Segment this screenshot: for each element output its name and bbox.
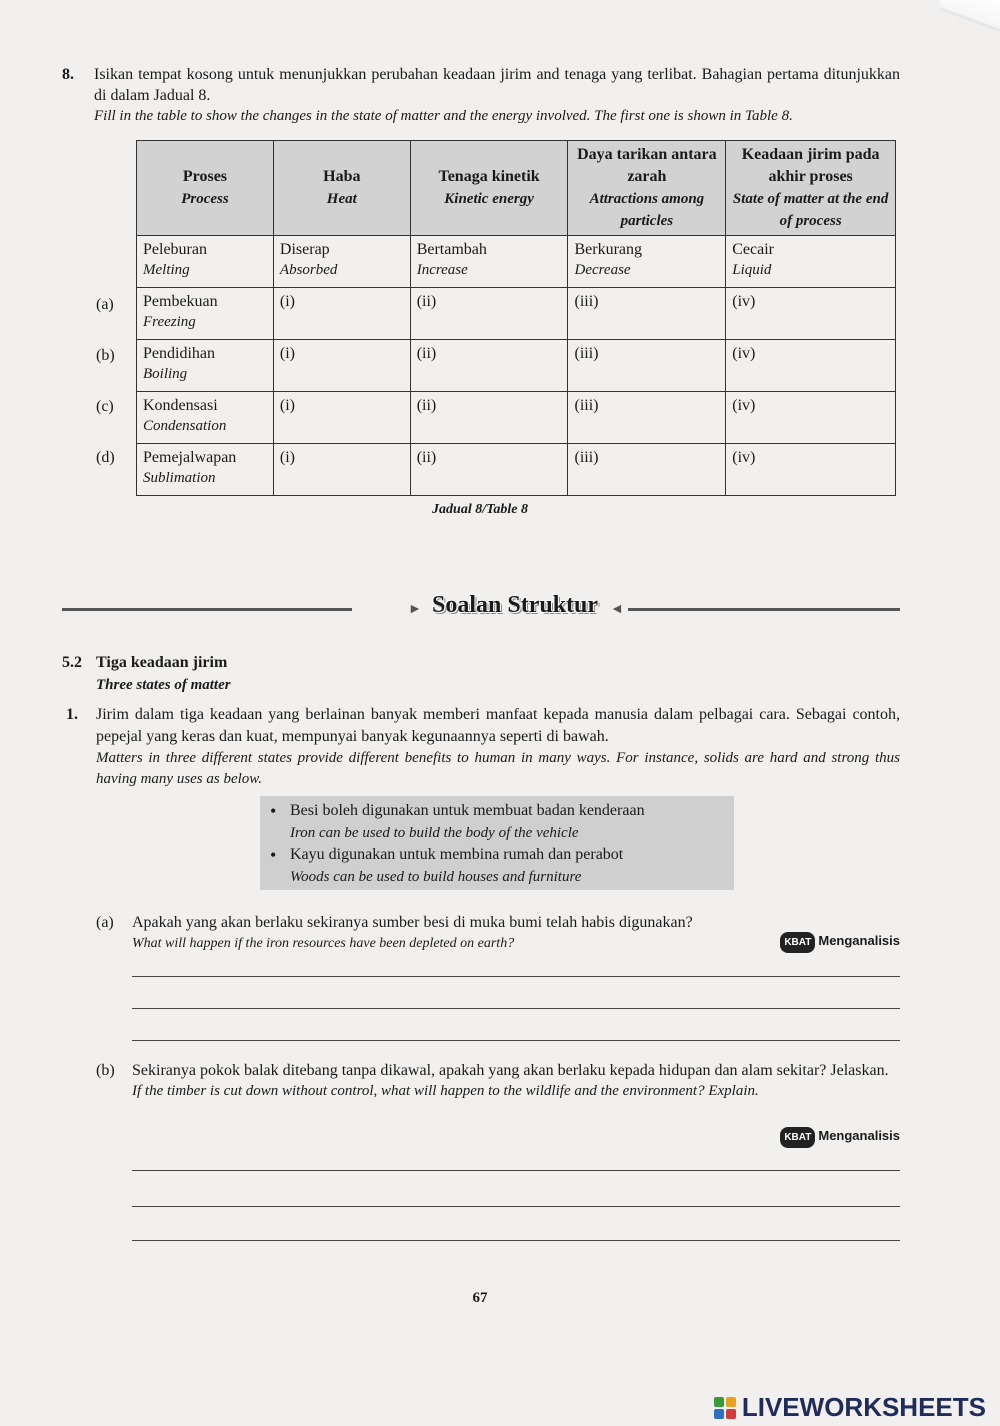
sub-question-text-en: What will happen if the iron resources have been depleted on earth? [132, 936, 515, 951]
arrow-left-icon: ◄ [610, 602, 624, 617]
question-number: 8. [62, 66, 74, 83]
section-banner [62, 592, 900, 626]
cell-kinetic: Bertambah Increase [410, 236, 568, 288]
answer-line[interactable] [132, 1008, 900, 1009]
sub-question-text-en: If the timber is cut down without control, what will happen to the wildlife and the environment? Explain. [132, 1083, 759, 1099]
sub-question-label: (b) [96, 1062, 115, 1079]
header-heat: Haba Heat [273, 141, 410, 236]
answer-line[interactable] [132, 1206, 900, 1207]
cell-process: Peleburan Melting [137, 236, 274, 288]
sub-question-text-ms: Apakah yang akan berlaku sekiranya sumber besi di muka bumi telah habis digunakan? [132, 914, 693, 931]
cell-process: Pembekuan Freezing [137, 288, 274, 340]
section-title-en: Three states of matter [96, 677, 231, 693]
header-attractions: Daya tarikan antara zarah Attractions among particles [568, 141, 726, 236]
question-1 [62, 704, 900, 790]
banner-line-right [628, 608, 900, 611]
cell-heat: Diserap Absorbed [273, 236, 410, 288]
question-text-ms: Jirim dalam tiga keadaan yang berlainan banyak memberi manfaat kepada manusia dalam pelbagai cara. Sebagai contoh, pepejal yang keras dan kuat, mempunyai banyak kegunaannya seperti di bawah. [96, 706, 900, 745]
kbat-icon: KBAT [780, 1127, 815, 1148]
answer-blank-a-iii[interactable]: (iii) [568, 288, 726, 340]
answer-blank-b-i[interactable]: (i) [273, 340, 410, 392]
header-state-of-matter: Keadaan jirim pada akhir proses State of matter at the end of process [726, 141, 896, 236]
bullet-icon: • [270, 801, 277, 821]
answer-line[interactable] [132, 1240, 900, 1241]
bullet-item-en: Woods can be used to build houses and furniture [290, 869, 582, 885]
answer-blank-c-iv[interactable]: (iv) [726, 392, 896, 444]
answer-blank-d-iv[interactable]: (iv) [726, 444, 896, 496]
banner-line-left [62, 608, 352, 611]
page-curl [940, 0, 1000, 40]
bullet-item-en: Iron can be used to build the body of the vehicle [290, 825, 579, 841]
table-row-a [137, 288, 896, 340]
banner-title: Soalan Struktur [432, 592, 599, 618]
answer-blank-c-i[interactable]: (i) [273, 392, 410, 444]
table-row-example [137, 236, 896, 288]
section-title-ms: Tiga keadaan jirim [96, 654, 228, 671]
table-row-c [137, 392, 896, 444]
row-label-c: (c) [96, 398, 114, 415]
cell-attraction: Berkurang Decrease [568, 236, 726, 288]
table-row-d [137, 444, 896, 496]
cell-process: Kondensasi Condensation [137, 392, 274, 444]
page-number: 67 [472, 1290, 488, 1306]
question-text-ms: Isikan tempat kosong untuk menunjukkan perubahan keadaan jirim and tenaga yang terlibat. Bahagian pertama ditunjukkan di dalam Jadual 8. [94, 66, 900, 104]
question-number: 1. [66, 706, 78, 723]
liveworksheets-logo [714, 1392, 986, 1423]
table-row-b [137, 340, 896, 392]
answer-blank-c-iii[interactable]: (iii) [568, 392, 726, 444]
cell-state: Cecair Liquid [726, 236, 896, 288]
table-caption: Jadual 8/Table 8 [432, 502, 528, 517]
answer-blank-c-ii[interactable]: (ii) [410, 392, 568, 444]
header-kinetic-energy: Tenaga kinetik Kinetic energy [410, 141, 568, 236]
section-heading [62, 652, 231, 696]
answer-blank-b-iii[interactable]: (iii) [568, 340, 726, 392]
answer-blank-b-ii[interactable]: (ii) [410, 340, 568, 392]
bullet-item: • Kayu digunakan untuk membina rumah dan perabot [270, 845, 624, 865]
logo-icon [714, 1397, 736, 1419]
answer-blank-a-iv[interactable]: (iv) [726, 288, 896, 340]
answer-blank-a-ii[interactable]: (ii) [410, 288, 568, 340]
sub-question-a [96, 912, 902, 954]
answer-line[interactable] [132, 1170, 900, 1171]
kbat-badge: KBAT Menganalisis [780, 1125, 900, 1148]
kbat-icon: KBAT [780, 932, 815, 953]
logo-text: LIVEWORKSHEETS [741, 1392, 986, 1422]
bullet-item: • Besi boleh digunakan untuk membuat badan kenderaan [270, 801, 645, 821]
question-8 [62, 64, 900, 127]
row-label-d: (d) [96, 449, 115, 466]
answer-line[interactable] [132, 1040, 900, 1041]
info-box [260, 796, 734, 890]
sub-question-b [96, 1060, 902, 1143]
section-number: 5.2 [62, 654, 82, 671]
sub-question-text-ms: Sekiranya pokok balak ditebang tanpa dikawal, apakah yang akan berlaku kepada hidupan dan alam sekitar? Jelaskan. [132, 1062, 889, 1079]
cell-process: Pendidihan Boiling [137, 340, 274, 392]
bullet-icon: • [270, 845, 277, 865]
header-process: Proses Process [137, 141, 274, 236]
sub-question-label: (a) [96, 914, 114, 931]
answer-line[interactable] [132, 976, 900, 977]
answer-blank-d-ii[interactable]: (ii) [410, 444, 568, 496]
question-text-en: Matters in three different states provide different benefits to human in many ways. For instance, solids are hard and strong thus having many uses as below. [96, 750, 900, 787]
question-text-en: Fill in the table to show the changes in the state of matter and the energy involved. The first one is shown in Table 8. [94, 108, 793, 124]
table-8 [136, 140, 896, 496]
answer-blank-a-i[interactable]: (i) [273, 288, 410, 340]
row-label-b: (b) [96, 347, 115, 364]
row-label-a: (a) [96, 296, 114, 313]
kbat-badge: KBAT Menganalisis [780, 930, 900, 953]
table-header-row [137, 141, 896, 236]
arrow-right-icon: ► [408, 602, 422, 617]
cell-process: Pemejalwapan Sublimation [137, 444, 274, 496]
answer-blank-d-iii[interactable]: (iii) [568, 444, 726, 496]
answer-blank-b-iv[interactable]: (iv) [726, 340, 896, 392]
answer-blank-d-i[interactable]: (i) [273, 444, 410, 496]
